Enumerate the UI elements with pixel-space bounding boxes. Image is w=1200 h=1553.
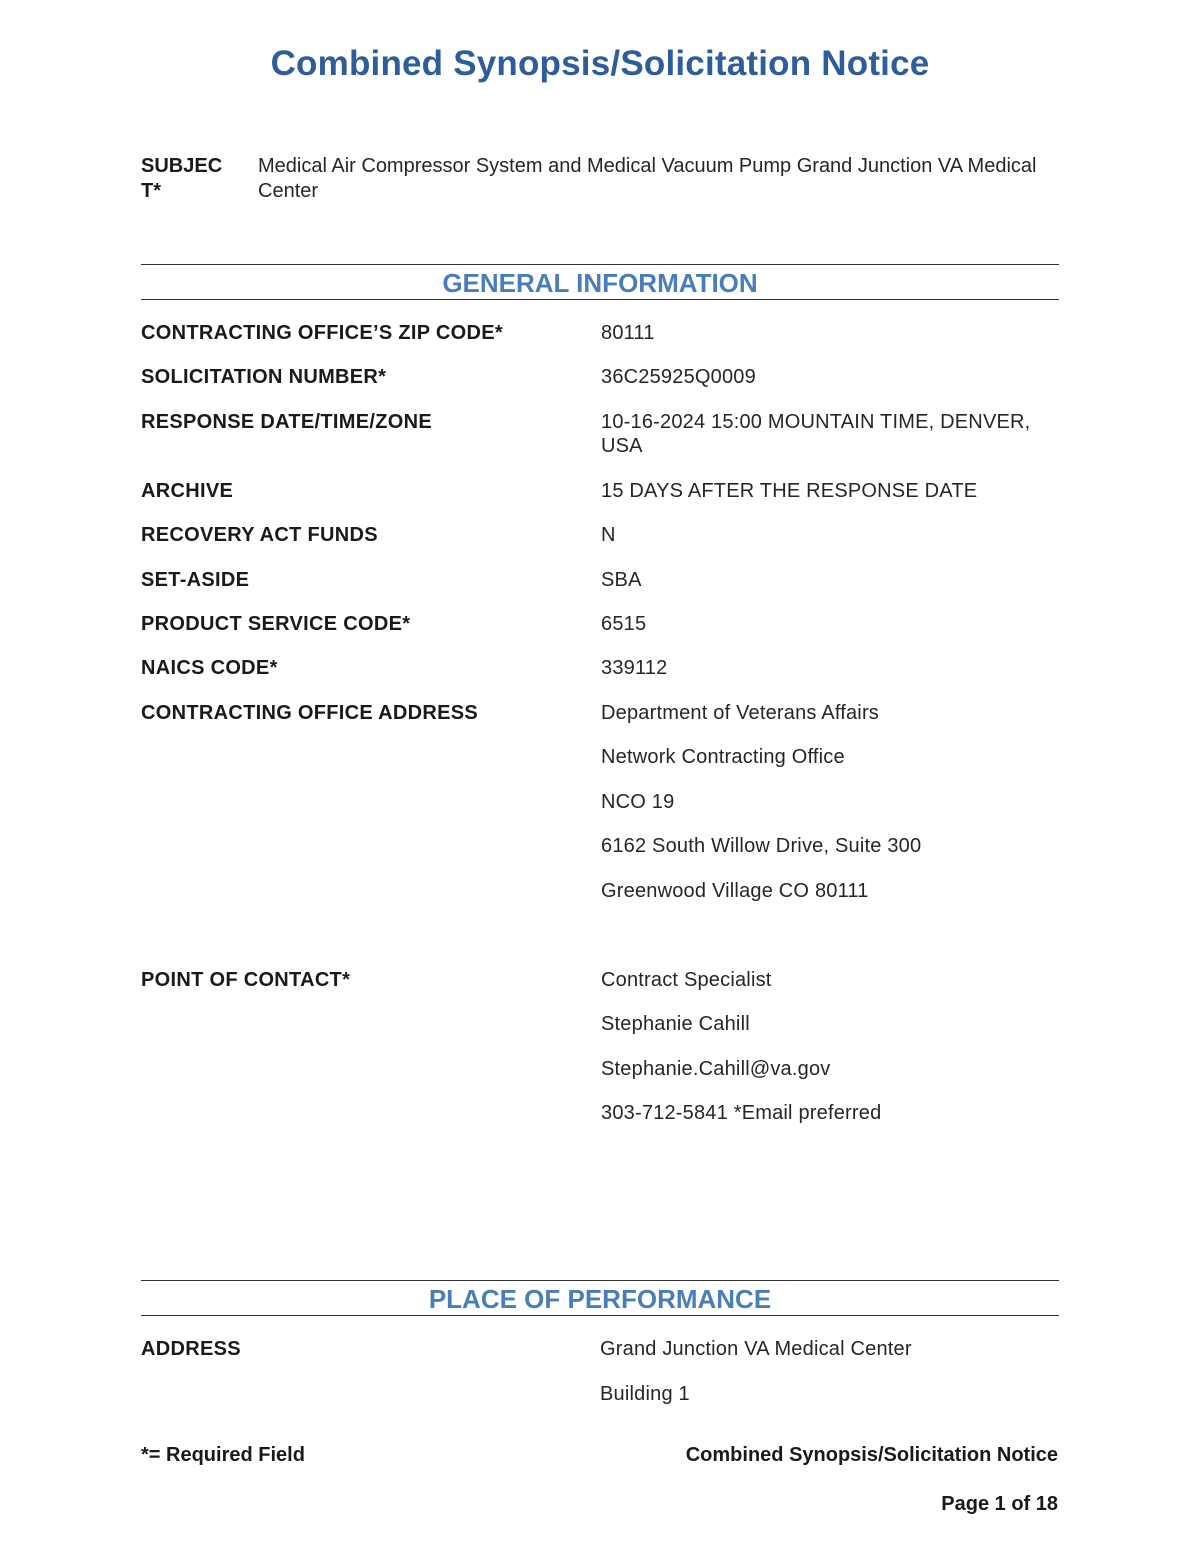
office-address-line: NCO 19 bbox=[601, 791, 675, 813]
response-date-value: 10-16-2024 15:00 MOUNTAIN TIME, DENVER, USA bbox=[601, 411, 1031, 457]
contact-name: Stephanie Cahill bbox=[601, 1013, 750, 1035]
contact-phone: 303-712-5841 *Email preferred bbox=[601, 1102, 882, 1124]
subject-label: SUBJEC T* bbox=[141, 155, 223, 202]
response-date-label: RESPONSE DATE/TIME/ZONE bbox=[141, 411, 433, 433]
archive-label: ARCHIVE bbox=[141, 480, 234, 502]
recovery-act-funds-label: RECOVERY ACT FUNDS bbox=[141, 524, 378, 546]
product-service-code-label: PRODUCT SERVICE CODE* bbox=[141, 613, 411, 635]
zip-code-value: 80111 bbox=[601, 322, 655, 344]
contact-line: Contract Specialist bbox=[601, 969, 772, 991]
solicitation-number-label: SOLICITATION NUMBER* bbox=[141, 366, 387, 388]
recovery-act-funds-value: N bbox=[601, 524, 616, 546]
zip-code-label: CONTRACTING OFFICE’S ZIP CODE* bbox=[141, 322, 503, 344]
place-of-performance-heading: PLACE OF PERFORMANCE bbox=[141, 1280, 1059, 1316]
solicitation-number-value: 36C25925Q0009 bbox=[601, 366, 756, 388]
page-number: Page 1 of 18 bbox=[941, 1493, 1058, 1515]
archive-value: 15 DAYS AFTER THE RESPONSE DATE bbox=[601, 480, 978, 502]
document-title: Combined Synopsis/Solicitation Notice bbox=[270, 44, 930, 83]
office-address-line: Greenwood Village CO 80111 bbox=[601, 880, 869, 902]
footer-document-name: Combined Synopsis/Solicitation Notice bbox=[685, 1444, 1058, 1466]
required-field-note: *= Required Field bbox=[141, 1444, 305, 1466]
office-address-line: Department of Veterans Affairs bbox=[601, 702, 880, 724]
office-address-line: 6162 South Willow Drive, Suite 300 bbox=[601, 835, 922, 857]
set-aside-value: SBA bbox=[601, 569, 642, 591]
product-service-code-value: 6515 bbox=[601, 613, 647, 635]
office-address-line: Network Contracting Office bbox=[601, 746, 845, 768]
subject-value: Medical Air Compressor System and Medical Vacuum Pump Grand Junction VA Medical Center bbox=[258, 155, 1037, 202]
performance-address-line: Grand Junction VA Medical Center bbox=[600, 1338, 912, 1360]
naics-code-value: 339112 bbox=[601, 657, 668, 679]
general-information-heading: GENERAL INFORMATION bbox=[141, 264, 1059, 300]
point-of-contact-label: POINT OF CONTACT* bbox=[141, 969, 351, 991]
set-aside-label: SET-ASIDE bbox=[141, 569, 250, 591]
contact-email: Stephanie.Cahill@va.gov bbox=[601, 1058, 831, 1080]
contracting-office-address-label: CONTRACTING OFFICE ADDRESS bbox=[141, 702, 479, 724]
performance-address-line: Building 1 bbox=[600, 1383, 690, 1405]
naics-code-label: NAICS CODE* bbox=[141, 657, 278, 679]
performance-address-label: ADDRESS bbox=[141, 1338, 241, 1360]
